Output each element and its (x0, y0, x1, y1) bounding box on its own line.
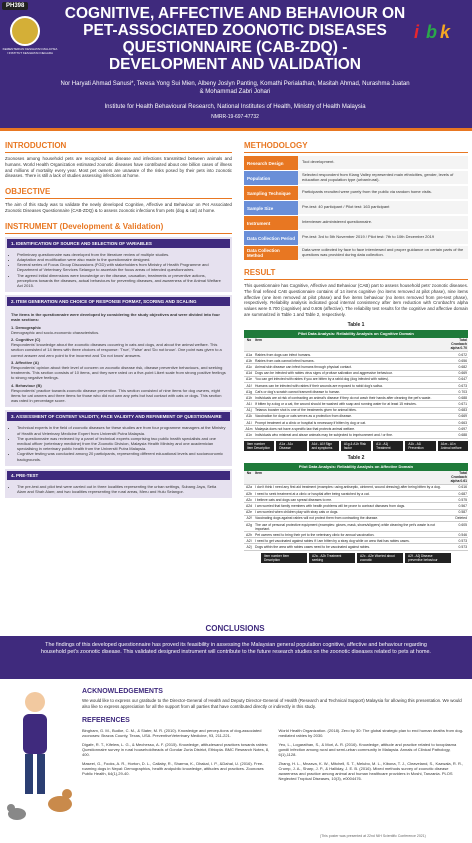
table-cell: 0.663 (446, 420, 468, 426)
result-heading: RESULT (244, 268, 276, 277)
methodology-row (244, 186, 468, 200)
ministry-logo (10, 16, 40, 46)
table-cell: 0.672 (446, 351, 468, 357)
methodology-row (244, 171, 468, 185)
legend-item (373, 441, 403, 451)
section-text: Respondents' practice towards zoonotic disease prevention. This section consisted of nine items for dog owners, eight items for cat owners and three items for those who did not own any pets but had contact with cats or dogs. This section was rated in percentage score. (11, 387, 222, 404)
legend-code: A2f - A2j (408, 553, 421, 558)
instrument-box-2 (5, 295, 232, 407)
list-item: • Preliminary questionnaire was developed from the literature review of multiple studies. (17, 252, 226, 257)
reference-item: Yeo, L., Logarathan, S., & Mori, A. R. (2016). Knowledge, attitude and practice related to toxoplasma gondii infection among rural and semi-urban community in Malaysia. Annals of Clinical Pathology, 6(1),1128. (278, 742, 457, 757)
section-text: Respondents' opinion about their level of concern on zoonotic disease risk, disease preventive behaviours, and seeking treatments. This section consists of 10 items, and they were rated on a five-point Likert scale from strong positive feelings to strong negative feelings. (11, 365, 226, 381)
legend-desc: Treatment seeking (312, 553, 342, 562)
affiliation: Institute for Health Behavioural Research, National Institutes of Health, Ministry of Health Malaysia (104, 104, 366, 110)
instrument-box-4 (5, 469, 232, 498)
table-cell: A1b (245, 358, 253, 363)
ihbr-logo: i b k (414, 22, 451, 42)
references (82, 728, 467, 785)
reference-item: Digafe, R. T., Kifelew, L. G., & Mechesso, A. F. (2015). Knowledge, attitudesand practices towards rabies: Questionnaire survey in rural householdheads of Gondar Zuria District, Ethiopia. BMC Research Notes, 8, 400. (82, 742, 270, 757)
table-cell: 0.669 (446, 370, 468, 376)
table-header: Total Cronbach alpha 0.70 (446, 338, 468, 352)
table-1 (244, 330, 468, 439)
poster-title: COGNITIVE, AFFECTIVE AND BEHAVIOUR ON PET-ASSOCIATED ZOONOTIC DISEASES QUESTIONNAIRE (CAB-ZDQ) - DEVELOPMENT AND VALIDATION (64, 5, 406, 73)
table-cell: A2h (245, 532, 253, 537)
table-cell: 0.616 (446, 484, 468, 490)
poster-code: PH398 (2, 2, 28, 10)
table-cell: A1g (245, 389, 253, 394)
table2-label: Table 2 (347, 454, 365, 461)
intro-heading: INTRODUCTION (5, 141, 67, 150)
objective-heading: OBJECTIVE (5, 187, 51, 197)
family-pets-illustration (5, 684, 75, 834)
table-cell: A1e (245, 377, 253, 382)
table-cell: I need to seek treatment at a clinic or hospital after being scratched by a cat. (254, 490, 446, 496)
methodology-heading: METHODOLOGY (244, 141, 308, 150)
result-text: This questionnaire has Cognitive, Affective and Behaviour (CAB) part to assess household pets' zoonotic diseases. The final refined CAB questionnaire contains of 14 items cognitive (no items removed at pilot phase), nine items affective (one item removed at pilot phase) and five items behaviour (no items removed from pre-test phase), respectively. Reliability analysis indicated good internal consistency after item reduction with Cronbach's alpha values were 0.700 (cognitive) and 0.606 (affective). The reliability test results for the cognitive and affective domain are summarized in Table 1 and Table 2, respectively. (244, 283, 468, 317)
table-cell: A2a (245, 485, 253, 490)
section-heading: 4. Behaviour (B) (11, 382, 42, 388)
section-text: Respondents' knowledge about the zoonotic diseases occurring in cats and dogs, and about the animal welfare. This section consisted of 14 items with three choices of response: 'True', 'False' and 'Do not know'. One point was given to a correct answer and zero point to the incorrect and 'Do not know' answers. (11, 342, 222, 358)
table-row (244, 544, 468, 550)
table-cell: 0.688 (446, 432, 468, 438)
legend-code: A2a - A2b (312, 553, 326, 558)
table-cell: A1c (244, 364, 254, 370)
methodology-key: Population (244, 171, 298, 185)
table-cell: The use of personal protective equipment (examples: gloves, mask, shoes/slippers) while cleaning the pet's waste is not important. (254, 521, 446, 531)
table-cell: 0.573 (446, 544, 468, 550)
methodology-value: Selected respondent from Klang Valley represented main ethnicities, gender, levels of education and population type (urban/rural). (298, 171, 468, 185)
table2-title: Pilot Data Analysis: Reliability Analysis on Affective Domain (244, 463, 468, 471)
table-cell: I need to get vaccinated against rabies if I am bitten by a stray dog while on area that has rabies cases. (254, 538, 446, 544)
table-cell: 0.687 (446, 490, 468, 496)
list-item: • Cognitive testing was conducted among 20 participants, representing different educational levels and socioeconomic backgrounds. (17, 451, 226, 461)
table-cell: A2c (244, 497, 254, 503)
table-cell: 0.546 (446, 532, 468, 538)
table-cell: A1i (244, 401, 254, 407)
table-cell: A2b (245, 491, 253, 496)
table-cell: A1m (245, 426, 253, 431)
box3-title: 3. ASSESSMENT OF CONTENT VALIDITY, FACE VALIDITY AND REFINEMENT OF QUESTIONNAIRE (7, 412, 230, 421)
table-cell: 0.567 (446, 503, 468, 509)
methodology-row (244, 156, 468, 170)
list-item: • The questionnaire was reviewed by a panel of technical experts comprising two public health specialists and one medical officer (veterinary medicine) from the Zoonotic Division, Malaysia Health Ministry and one academician specialising in veterinary public health from the Universiti Putra Malaysia. (17, 436, 226, 452)
table-cell: A1k (244, 413, 254, 419)
legend-code: A1d - A1f (311, 441, 325, 446)
footnote: (This poster was presented at 22nd NIH Scientific Conference 2021) (320, 834, 426, 838)
table1-title: Pilot Data Analysis: Reliability Analysis on Cognitive Domain (244, 330, 468, 338)
table-cell: A1h (245, 395, 253, 400)
legend-code: A1m - A1n (440, 441, 456, 446)
reference-item: Maseei, G., Fooks, A. R., Horton, D. L., Callaby, R., Sharma, K., Dhakal, I. P., &Dahal, U. (2016). Free-roaming dogs in Nepal: Demographics, health andpublic knowledge, attitudes and practices. Zoonoses Public Health, 64(1),29-40. (82, 761, 264, 776)
table-header: No (244, 338, 254, 352)
methodology-row (244, 216, 468, 230)
table-cell: A2i (244, 538, 254, 544)
table-2 (244, 463, 468, 551)
table-cell: A1j (244, 407, 254, 413)
table1-legend (244, 441, 468, 451)
legend-item (405, 553, 451, 563)
table-cell: I am worried when children play with stray cats or dogs. (254, 509, 446, 515)
methodology-value: Tool development. (298, 156, 468, 170)
legend-code: A1i - A1j (376, 441, 389, 446)
conclusion-text: The findings of this developed questionnaire has proved its feasibility in assessing the Malaysian general population cognitive, affective and behaviour regarding household pet's zoonotic disease. This validated designed instrument will contribute to the future research studies on the zoonotic diseases related to pets at home. (0, 636, 472, 679)
table-cell: If bitten by a dog or a cat, the wound should be washed with soap and running water for at least 15 minutes. (254, 401, 446, 407)
table2-legend (244, 553, 468, 563)
legend-item (276, 441, 306, 451)
section-text: Demographic and socio-economic characteristics. (11, 329, 100, 335)
table-row (244, 521, 468, 531)
table-cell: Deleted (446, 515, 468, 521)
legend-desc: Disease preventive behaviour (408, 553, 438, 562)
table-cell: Rabies from cats cannot infect humans. (254, 358, 446, 364)
methodology-row (244, 246, 468, 260)
table-cell: Animal skin disease can infect humans through physical contact. (254, 364, 446, 370)
table-cell: 0.688 (446, 395, 468, 401)
methodology-table (244, 156, 468, 260)
conclusion-heading: CONCLUSIONS (205, 624, 265, 633)
table-cell: 0.671 (446, 401, 468, 407)
table-cell: 0.682 (446, 364, 468, 370)
section-heading: 3. Affective (A) (11, 359, 39, 365)
left-column (5, 133, 232, 498)
table-cell: Vaccinating dogs against rabies will not protect them from contracting the disease. (254, 515, 446, 521)
table-cell: A2d (245, 503, 253, 508)
table-header: Total Cronbach alpha 0.61 (446, 471, 468, 485)
intro-text: Zoonoses among household pets are recognized as disease and infections transmitted between animals and humans. World Health Organization estimated zoonotic diseases have contributed about one billion cases of illness and millions of mortality every year. Most pet owners are unaware of the risks posed by their pets into zoonotic diseases. There is still a lack of studies assessing infections at home. (5, 156, 232, 179)
legend-desc: Treatment (376, 445, 391, 450)
table-cell: Rabies from dogs can infect humans. (254, 351, 446, 357)
nmrr-number: NMRR-19-697-47732 (211, 114, 259, 120)
methodology-key: Sampling Technique (244, 186, 298, 200)
table-cell: 0.703 (446, 389, 468, 395)
box2-title: 2. ITEM GENERATION AND CHOICE OF RESPONSE FORMAT, SCORING AND SCALING (7, 297, 230, 306)
table-cell: 0.647 (446, 376, 468, 382)
reference-item: World Health Organization. (2018). Zero by 30: The global strategic plan to end human deaths from dog-mediated rabies by 2030. (278, 728, 464, 738)
section-heading: 1. Demographic (11, 324, 42, 330)
table-cell: 0.605 (446, 521, 468, 531)
table-cell: I believe cats and dogs can spread diseases to me. (254, 497, 446, 503)
table-cell: Pet owners need to bring their pet to the veterinary clinic for annual vaccination. (254, 532, 446, 538)
box2-lead: The items in the questionnaire were developed by considering the study objectives and were divided into four main sections: (11, 312, 220, 323)
table-cell: Humans can be infected with rabies if their wounds are exposed to rabid dog's saliva. (254, 382, 446, 388)
legend-code: Item number (264, 553, 282, 558)
methodology-row (244, 201, 468, 215)
table-cell: Cat's or dog's scratch cannot transmit disease to human. (254, 389, 446, 395)
list-item: • Several series of Focus Group Discussions (FGD) with stakeholders from Ministry of Health Programme and Department of Veterinary Services Selangor to ascertain the focus areas of intended questionnaires. (17, 262, 226, 272)
box4-title: 4. PRE-TEST (7, 471, 230, 480)
legend-desc: Sign and symptoms (311, 441, 333, 450)
table-cell: A2e (245, 510, 253, 515)
box1-list (7, 250, 230, 290)
table-cell: 0.697 (446, 426, 468, 432)
legend-desc: Worried about zoonotic (360, 553, 395, 562)
table-header: Item (254, 338, 446, 352)
legend-desc: Item Description (264, 553, 289, 562)
legend-item (244, 441, 274, 451)
legend-code: A1g & A1h (343, 441, 359, 446)
legend-desc: Disease (279, 445, 291, 450)
table-cell: 0.573 (446, 538, 468, 544)
table-cell: 0.587 (446, 509, 468, 515)
table-cell: You can get infected with rabies if you are bitten by a rabid dog (dog infected with rabies). (254, 376, 446, 382)
table-cell: 0.673 (446, 382, 468, 388)
reference-item: Zhang, H. L., Mnzava, K. W., Mitchell, S. T., Melubo, M. L., Kibona, T. J., Cleaveland, S., Kazwala, R. R., Crump, J. A., Sharp, J. P., & Halliday, J. E. B. (2016). Mixed methods survey of zoonotic disease awareness and practice among animal and human healthcare providers in Moshi, Tanzania. PLOS Neglected Tropical Diseases, 10(3), e0004476. (278, 761, 464, 781)
table-header: No (244, 471, 254, 485)
methodology-key: Data Collection Method (244, 246, 298, 260)
legend-code: A1a - A1c (279, 441, 294, 446)
reference-item: Bingham, G. M., Budke, C. M., & Slater, M. R. (2010). Knowledge and percep-tions of dog-associated zoonoses: Brazos County, Texas, USA. PreventiveVeterinary Medicine, 93, 211-221. (82, 728, 262, 738)
legend-desc: Risk factor (343, 441, 367, 450)
methodology-value: Pre-test: 40 participant / Pilot test: 163 participant (298, 201, 468, 215)
section-heading: 2. Cognitive (C) (11, 337, 41, 343)
instrument-box-3 (5, 410, 232, 465)
table-cell: A2j (244, 544, 254, 550)
legend-item (357, 553, 403, 563)
right-column (244, 133, 468, 563)
table-cell: I don't think I need any first aid treatment (examples: using antiseptic, ointment, wound dressing) after being bitten by a dog. (254, 484, 446, 490)
legend-desc: Prevention (408, 445, 424, 450)
box1-title: 1. IDENTIFICATION OF SOURCE AND SELECTION OF VARIABLES (7, 239, 230, 248)
list-item: • The pre-test and pilot test were carried out in three localities representing the urban settings, Subang Jaya, Setia Alam and Shah Alam; and two localities representing the rural areas, Meru and Hulu Selangor. (17, 484, 226, 494)
methodology-key: Data Collection Period (244, 231, 298, 245)
legend-code: A2c - A2e (360, 553, 374, 558)
ack-text: We would like to express our gratitude to the Director-General of Health and Deputy Director-General of Health (Research and Technical Support) Malaysia for allowing this presentation. We would also like to express appreciation for all the support from all parties that have contributed directly or indirectly in this study. (82, 698, 462, 709)
methodology-key: Instrument (244, 216, 298, 230)
legend-item (261, 553, 307, 563)
legend-item (438, 441, 468, 451)
methodology-key: Research Design (244, 156, 298, 170)
list-item: • The agreed initial dimensions were knowledge on the disease, causation, treatments or preventive actions, perceptions towards the diseases, actual behaviours for preventing diseases, and awareness of the Animal Welfare Act 2015. (17, 273, 226, 289)
table-cell: 0.683 (446, 407, 468, 413)
table-cell: 0.575 (446, 497, 468, 503)
table-cell: Prompt treatment at a clinic or hospital is necessary if bitten by dog or cat. (254, 420, 446, 426)
legend-item (341, 441, 371, 451)
table-cell: A1l (244, 420, 254, 426)
table-cell: Individuals are at risk of contracting an animal's disease if they do not wash their hands after cleaning the pet's waste. (254, 395, 446, 401)
list-item: • Technical experts in the field of zoonotic diseases for these studies are from four programme managers at the Ministry of Health and Veterinary Medicine Expert from Universiti Putra Malaysia. (17, 425, 226, 435)
table-cell: I am worried that family members with health problems will be prone to contract diseases from dogs. (254, 503, 446, 509)
methodology-value: Data were collected by face to face interviewed and proper guidance on certain parts of the questions was provided during data collection. (298, 246, 468, 260)
references-heading: REFERENCES (82, 717, 130, 724)
legend-item (309, 441, 339, 451)
table-cell: Individuals who mistreat and abuse animals may be subjected to imprisonment and / or fine. (254, 432, 446, 438)
legend-item (405, 441, 435, 451)
table-cell: 0.656 (446, 358, 468, 364)
table-cell: Vaccination for dogs or cats serves as a protection from disease. (254, 413, 446, 419)
authors: Nor Haryati Ahmad Sanusi*, Teresa Yong Sui Mien, Albeny Joslyn Panting, Komathi Perialathan, Masitah Ahmad, Nurashma Juatan & Mohammad Zabri Johari (60, 81, 410, 95)
methodology-row (244, 231, 468, 245)
table-cell: Malaysia does not have a specific law that protects animal welfare. (254, 426, 446, 432)
ministry-logo-text: KEMENTERIAN KESIHATAN MALAYSIA / INSTITUT KESIHATAN NEGARA (2, 47, 58, 55)
methodology-key: Sample Size (244, 201, 298, 215)
instrument-box-1 (5, 237, 232, 292)
legend-code: A1k - A1l (408, 441, 422, 446)
table-cell: 0.669 (446, 413, 468, 419)
methodology-value: Pre-test: 3rd to 5th November 2019 / Pilot test: 7th to 10th December 2019 (298, 231, 468, 245)
header-accent-band (0, 128, 472, 131)
objective-text: The aim of this study was to validate the newly developed Cognitive, Affective and Behaviour on Pet Associated Zoonotic Diseases Questionnaire (CAB-ZDQ) & to assess zoonotic infections from pets (dog & cat) at home. (5, 202, 232, 213)
table-cell: A1d (245, 371, 253, 376)
ack-heading: ACKNOWLEDGEMENTS (82, 688, 163, 695)
table-cell: A1n (245, 433, 253, 437)
table-cell: A2f (244, 515, 254, 521)
table-cell: A1a (245, 352, 253, 357)
table-cell: Dogs within the area with rabies cases need to be vaccinated against rabies. (254, 544, 446, 550)
list-item: • Adaptation and modification were also made to the questionnaire designed. (17, 257, 226, 262)
table-header: Item (254, 471, 446, 485)
methodology-value: Participants recruited were purely from the public via random home visits. (298, 186, 468, 200)
table-cell: A1f (244, 382, 254, 388)
instrument-heading: INSTRUMENT (Development & Validation) (5, 221, 164, 231)
table-cell: Dogs can be infected with rabies virus signs of profuse salivation and aggressive behaviour. (254, 370, 446, 376)
methodology-value: Interviewer-administered questionnaire. (298, 216, 468, 230)
table-row (244, 432, 468, 438)
legend-item (309, 553, 355, 563)
legend-desc: Animal welfare (440, 445, 462, 450)
legend-code: Item number (247, 441, 265, 446)
legend-desc: Item Description (247, 445, 271, 450)
table-cell: A2g (244, 521, 254, 531)
table-cell: Tetanus booster shot is one of the treatments given for animal bites. (254, 407, 446, 413)
table1-label: Table 1 (347, 321, 365, 328)
